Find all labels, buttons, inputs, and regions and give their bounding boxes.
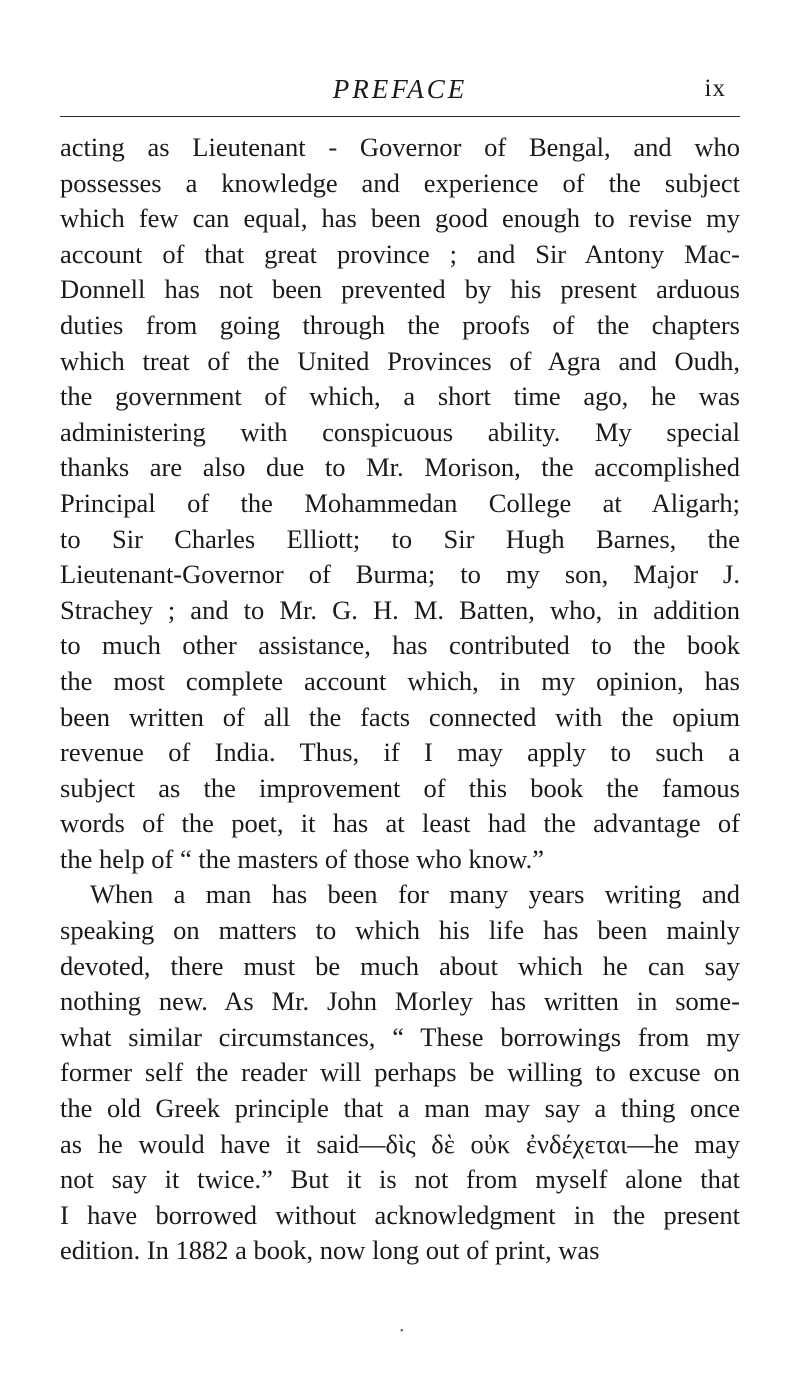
text-line: subject as the improvement of this book the famous <box>60 772 740 803</box>
text-line: devoted, there must be much about which he can say <box>60 950 740 981</box>
text-line: Donnell has not been prevented by his present arduous <box>60 274 740 305</box>
text-line: speaking on matters to which his life has been mainly <box>60 915 740 946</box>
text-line: I have borrowed without acknowledgment in the present <box>60 1199 740 1230</box>
text-line: which treat of the United Provinces of Agra and Oudh, <box>60 345 740 376</box>
text-line: what similar circumstances, “ These borrowings from my <box>60 1021 740 1052</box>
text-line: as he would have it said—δὶς δὲ οὐκ ἐνδέχεται—he may <box>60 1128 740 1159</box>
text-line: been written of all the facts connected with the opium <box>60 701 740 732</box>
text-line: words of the poet, it has at least had the advantage of <box>60 808 740 839</box>
text-line: revenue of India. Thus, if I may apply to such a <box>60 737 740 768</box>
text-line: duties from going through the proofs of the chapters <box>60 309 740 340</box>
text-line: the most complete account which, in my opinion, has <box>60 665 740 696</box>
text-line: account of that great province ; and Sir Antony Mac- <box>60 238 740 269</box>
paragraph <box>60 877 740 1269</box>
text-line: the help of “ the masters of those who know.” <box>60 843 544 874</box>
text-line: not say it twice.” But it is not from myself alone that <box>60 1164 740 1195</box>
text-line: edition. In 1882 a book, now long out of print, was <box>60 1235 600 1266</box>
text-line: When a man has been for many years writing and <box>90 879 740 910</box>
header-rule <box>60 116 740 117</box>
text-line: former self the reader will perhaps be willing to excuse on <box>60 1057 740 1088</box>
text-line: the government of which, a short time ago, he was <box>60 381 740 412</box>
text-line: the old Greek principle that a man may say a thing once <box>60 1093 740 1124</box>
body-text <box>60 130 740 1269</box>
text-line: acting as Lieutenant - Governor of Bengal, and who <box>60 132 740 162</box>
text-line: possesses a knowledge and experience of the subject <box>60 167 740 198</box>
text-line: to Sir Charles Elliott; to Sir Hugh Barnes, the <box>60 523 740 554</box>
text-line: thanks are also due to Mr. Morison, the accomplished <box>60 452 740 483</box>
text-line: which few can equal, has been good enough to revise my <box>60 203 740 234</box>
text-line: Strachey ; and to Mr. G. H. M. Batten, who, in addition <box>60 594 740 625</box>
text-line: administering with conspicuous ability. My special <box>60 416 740 447</box>
text-line: Lieutenant-Governor of Burma; to my son, Major J. <box>60 559 740 590</box>
text-line: Principal of the Mohammedan College at Aligarh; <box>60 487 740 518</box>
running-title: PREFACE <box>332 74 468 104</box>
stray-mark: • <box>400 1326 404 1337</box>
text-line: to much other assistance, has contributed to the book <box>60 630 740 661</box>
page-header <box>60 72 740 112</box>
text-line: nothing new. As Mr. John Morley has written in some- <box>60 986 740 1017</box>
paragraph <box>60 130 740 877</box>
page-number: ix <box>704 75 726 102</box>
